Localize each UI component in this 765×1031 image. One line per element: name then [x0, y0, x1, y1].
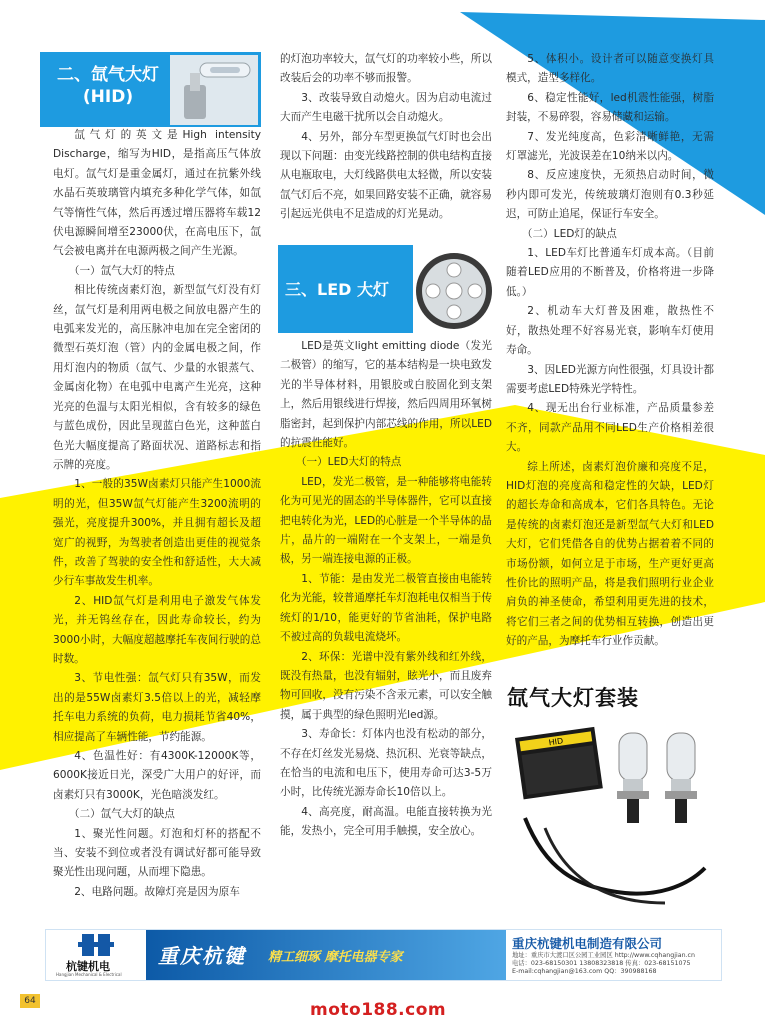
brand-slogan: 精工细琢 摩托电器专家	[268, 950, 403, 965]
paragraph: 氙气灯的英文是High intensity Discharge，缩写为HID，是指高压气体放电灯。氙气灯是重金属灯，通过在抗紫外线水晶石英玻璃管内填充多种化学气体，如氙气等惰性气体，然后再透过增压器将车载12伏电源瞬间增至23000伏，在高电压下，氙气会被电离并在电源两极之间产生光源。	[53, 129, 261, 258]
brand-name: 重庆杭键	[158, 944, 246, 968]
site-watermark[interactable]: moto188.com	[310, 1000, 447, 1020]
paragraph: 综上所述，卤素灯泡价廉和亮度不足，HID灯泡的亮度高和稳定性的欠缺，LED灯的超长寿命和高成本，它们各具特色。无论是传统的卤素灯泡还是新型氙气大灯和LED大灯，它们凭借各自的优势占据着着不同的市场份额，如何立足于市场，生产更好更高性价比的照明产品，将是我们照明行业企业肩负的神圣使命，希望利用更先进的技术，将它们三者之间的优势相互转换，创造出更好的产品，为摩托车行业作贡献。	[506, 460, 714, 648]
paragraph: 1、节能：是由发光二极管直接由电能转化为光能，较普通摩托车灯泡耗电仅相当于传统灯的1/10，能更好的节省油耗，保护电路不被过高的负载电流烧坏。	[280, 572, 492, 644]
company-email: E-mail:cqhangjian@163.com QQ：390988168	[512, 968, 657, 975]
paragraph: 2、HID氙气灯是利用电子激发气体发光，并无钨丝存在，因此寿命较长，约为3000小时，大幅度超越摩托车夜间行驶的总时数。	[53, 594, 261, 665]
logo-mark-icon	[76, 932, 116, 958]
hid-section-title: 二、氙气大灯 (HID)	[57, 65, 159, 107]
paragraph: 5、体积小。设计者可以随意变换灯具模式，造型多样化。	[506, 53, 714, 85]
led-lamp-image	[413, 250, 495, 332]
paragraph: 1、聚光性问题。灯泡和灯杯的搭配不当、安装不到位或者没有调试好都可能导致聚光性出现问题，从而埋下隐患。	[53, 827, 261, 879]
paragraph: 1、一般的35W卤素灯只能产生1000流明的光，但35W氙气灯能产生3200流明的强光，亮度提升300%，并且拥有超长及超宽广的视野，为驾驶者创造出更佳的视觉条件，改善了驾驶的安全性和舒适性，大大减少行车事故发生机率。	[53, 478, 261, 588]
logo-subtext: Hangjian Mechanical & Electrical	[56, 972, 122, 977]
paragraph: 4、色温性好：有4300K-12000K等，6000K接近日光，深受广大用户的好评，而卤素灯只有3000K，光色暗淡发红。	[53, 750, 261, 801]
paragraph: 4、另外，部分车型更换氙气灯时也会出现以下问题：由变光线路控制的供电结构直接从电瓶取电，大灯线路供电太轻微，所以安装氙气灯后不亮，如果回路安装不正确，就容易引起远光供电不足造成的灯光晃动。	[280, 130, 492, 221]
subheading: （二）LED灯的缺点	[521, 227, 617, 240]
paragraph: 3、节电性强：氙气灯只有35W，而发出的是55W卤素灯3.5倍以上的光，减轻摩托车电力系统的负荷，电力损耗节省40%，相应提高了车辆性能，节约能源。	[53, 672, 261, 743]
subheading: （一）LED大灯的特点	[295, 456, 402, 469]
subheading: （二）氙气大灯的缺点	[68, 808, 175, 821]
paragraph: 6、稳定性能好，led机震性能强，树脂封装，不易碎裂，容易储藏和运输。	[506, 91, 714, 124]
company-phone: 电话：023-68150301 13808323818 传真：023-68151075	[512, 960, 691, 967]
paragraph: 2、电路问题。故障灯亮是因为原车	[74, 885, 240, 898]
led-section-title: 三、LED 大灯	[285, 280, 389, 299]
hid-bulb-image	[170, 55, 258, 125]
paragraph: 2、机动车大灯普及困难，散热性不好，散热处理不好容易光衰，影响车灯使用寿命。	[506, 305, 714, 357]
company-banner	[45, 929, 722, 981]
kit-title: 氙气大灯套装	[507, 686, 639, 710]
kit-ballast-label: HID	[548, 736, 564, 748]
paragraph: 4、高亮度，耐高温。电能直接转换为光能，发热小，完全可用手触摸，安全放心。	[280, 805, 492, 838]
paragraph: 3、改装导致自动熄火。因为启动电流过大而产生电磁干扰所以会自动熄火。	[280, 91, 492, 124]
paragraph: 2、环保：光谱中没有紫外线和红外线，既没有热量，也没有辐射，眩光小，而且废弃物可回收，没有污染不含汞元素，可以安全触摸，属于典型的绿色照明光led源。	[280, 650, 492, 721]
paragraph: 的灯泡功率较大，氙气灯的功率较小些，所以改装后会的功率不够而报警。	[280, 53, 492, 85]
company-name: 重庆杭键机电制造有限公司	[512, 936, 663, 951]
paragraph: LED是英文light emitting diode（发光二极管）的缩写，它的基本结构是一块电致发光的半导体材料，用银胶或白胶固化到支架上，然后用银线进行焊接，然后四周用环氧树脂密封，起到保护内部芯线的作用，所以LED的抗震性能好。	[280, 340, 492, 450]
paragraph: 3、寿命长：灯体内也没有松动的部分，不存在灯丝发光易烧、热沉积、光衰等缺点，在恰当的电流和电压下，使用寿命可达3-5万小时，比传统光源寿命长10倍以上。	[280, 728, 492, 799]
paragraph: 8、反应速度快，无须热启动时间，微秒内即可发光，传统玻璃灯泡则有0.3秒延迟，可防止追尾，保证行车安全。	[506, 169, 714, 221]
paragraph: 3、因LED光源方向性很强，灯具设计都需要考虑LED特殊光学特性。	[506, 363, 714, 395]
column-1	[53, 126, 261, 902]
paragraph: LED，发光二极管，是一种能够将电能转化为可见光的固态的半导体器件，它可以直接把电转化为光，LED的心脏是一个半导体的晶片，晶片的一端附在一个支架上，一端是负极，另一端连接电源的正极。	[280, 475, 492, 566]
paragraph: 1、LED车灯比普通车灯成本高。（目前随着LED应用的不断普及，价格将进一步降低。）	[506, 247, 714, 298]
company-address: 地址：重庆市大渡口区公园工业园区 http://www.cqhangjian.cn	[512, 952, 696, 959]
logo-text: 杭键机电	[66, 960, 110, 973]
paragraph: 4、现无出台行业标准，产品质量参差不齐，同款产品用不同LED生产价格相差很大。	[506, 402, 714, 454]
page-number: 64	[20, 994, 40, 1008]
hid-kit-image	[505, 718, 715, 913]
paragraph: 相比传统卤素灯泡，新型氙气灯没有灯丝，氙气灯是利用两电极之间放电器产生的电弧来发光的，高压脉冲电加在完全密闭的微型石英灯泡（管）内的金属电极之间，作用灯泡内的物质（氙气、少量的水银蒸气、金属卤化物）在电弧中电离产生光亮，这种光亮的色温与太阳光相似，含有较多的绿色与蓝色成份，因此呈现蓝白色光，这种蓝白色光大幅度提高了路面状况、道路标志和指示牌的亮度。	[53, 284, 261, 471]
column-2-bottom	[280, 337, 492, 842]
company-logo	[54, 932, 144, 978]
subheading: （一）氙气大灯的特点	[68, 264, 175, 277]
paragraph: 7、发光纯度高，色彩清晰鲜艳，无需灯罩滤光，光波误差在10纳米以内。	[506, 130, 714, 163]
column-2-top	[280, 50, 492, 225]
column-3	[506, 50, 714, 652]
